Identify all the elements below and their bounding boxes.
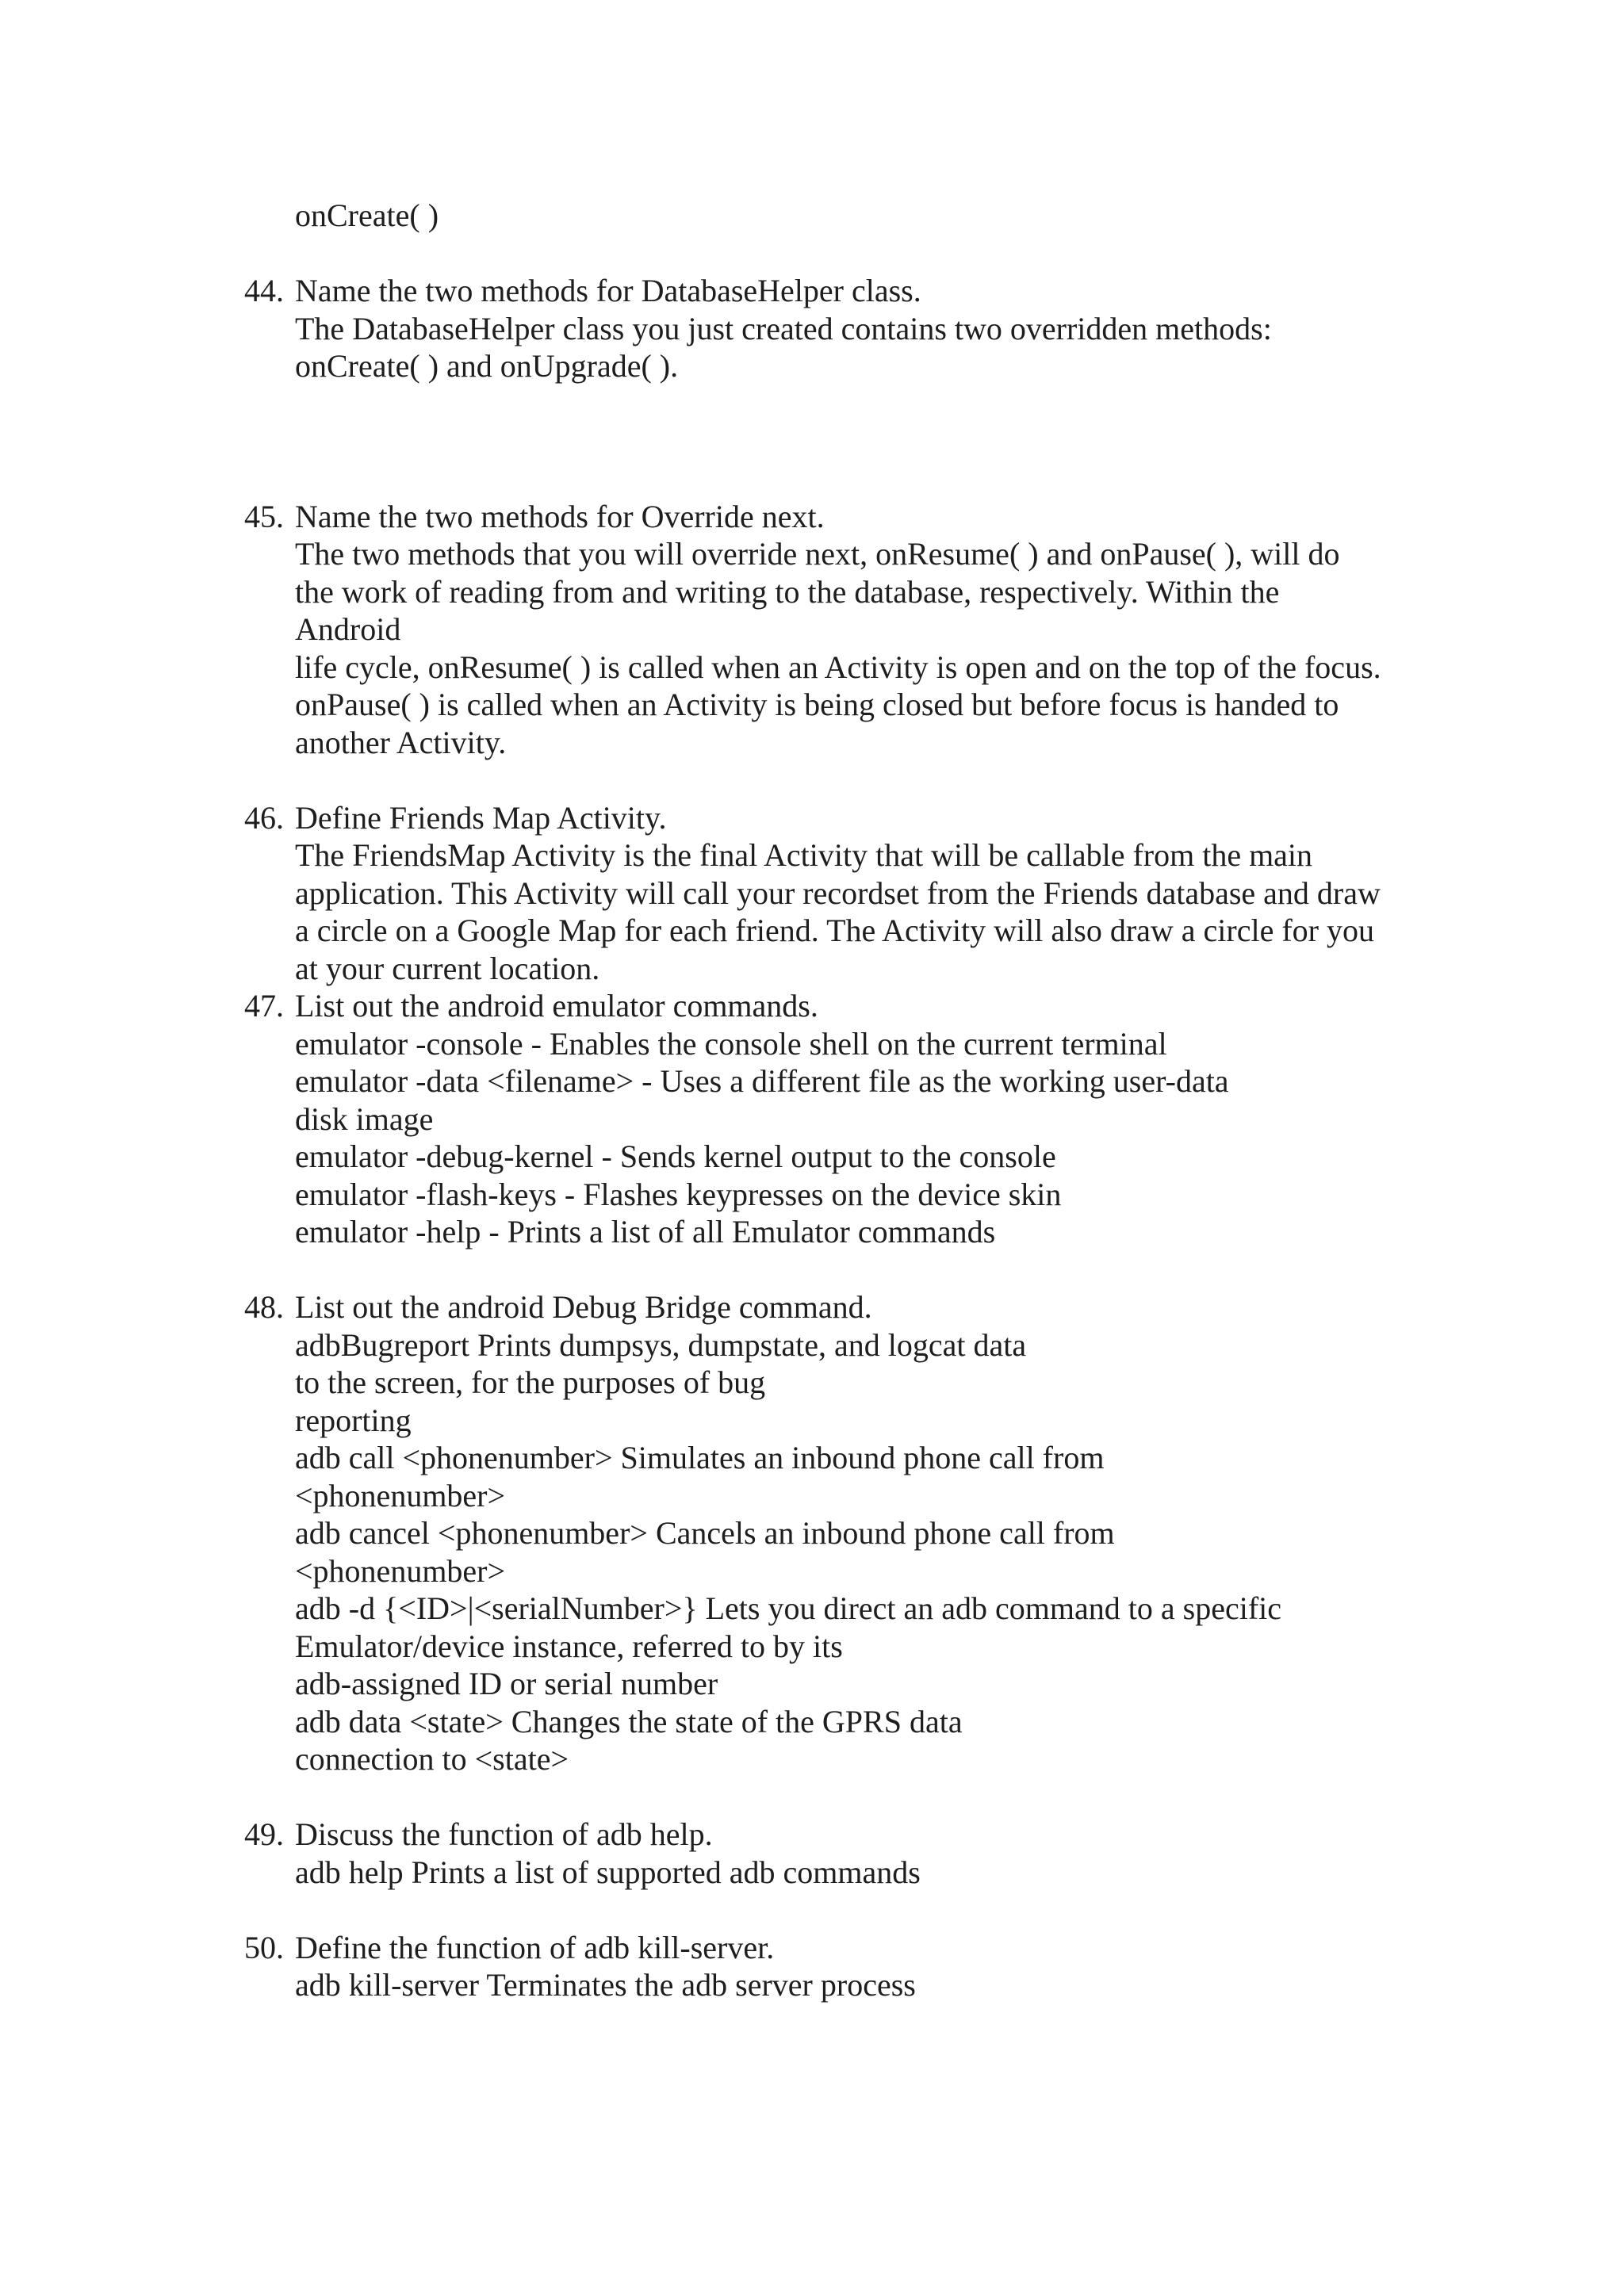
qa-item-47: [244, 987, 1513, 1251]
answer-line: reporting: [295, 1402, 412, 1438]
answer-line: life cycle, onResume( ) is called when an Activity is open and on the top of the focus.: [295, 649, 1381, 685]
answer-46: [295, 836, 1513, 987]
answer-line: The two methods that you will override next, onResume( ) and onPause( ), will do: [295, 536, 1340, 572]
question-number: 44.: [244, 273, 284, 308]
question-number: 45.: [244, 498, 284, 534]
answer-line: the work of reading from and writing to the database, respectively. Within the: [295, 573, 1280, 610]
answer-line: The DatabaseHelper class you just created contains two overridden methods:: [295, 310, 1272, 346]
answer-line: adb kill-server Terminates the adb server process: [295, 1967, 916, 2003]
answer-line: emulator -debug-kernel - Sends kernel output to the console: [295, 1138, 1056, 1174]
answer-line: emulator -flash-keys - Flashes keypresses on the device skin: [295, 1176, 1062, 1212]
question-text: Name the two methods for Override next.: [295, 498, 825, 534]
answer-line: <phonenumber>: [295, 1552, 506, 1589]
answer-line: a circle on a Google Map for each friend. The Activity will also draw a circle for you: [295, 913, 1374, 948]
question-50: [244, 1929, 1513, 1967]
answer-line: Emulator/device instance, referred to by its: [295, 1628, 843, 1664]
answer-line: Android: [295, 611, 401, 647]
question-number: 47.: [244, 988, 284, 1024]
question-44: [244, 272, 1513, 310]
answer-50: [295, 1966, 1513, 2004]
answer-line: emulator -data <filename> - Uses a different file as the working user-data: [295, 1063, 1229, 1099]
answer-line: application. This Activity will call your recordset from the Friends database and draw: [295, 874, 1381, 911]
answer-line: adb cancel <phonenumber> Cancels an inbound phone call from: [295, 1515, 1115, 1551]
question-text: Discuss the function of adb help.: [295, 1816, 713, 1852]
question-47: [244, 987, 1513, 1025]
qa-item-45: [244, 498, 1513, 762]
question-45: [244, 498, 1513, 536]
answer-line: The FriendsMap Activity is the final Activity that will be callable from the main: [295, 837, 1313, 873]
continuation-line: onCreate( ): [295, 197, 439, 233]
answer-line: adb call <phonenumber> Simulates an inbound phone call from: [295, 1440, 1105, 1475]
question-text: Name the two methods for DatabaseHelper class.: [295, 273, 921, 308]
qa-item-46: [244, 799, 1513, 988]
question-text: List out the android Debug Bridge command.: [295, 1289, 872, 1325]
answer-line: to the screen, for the purposes of bug: [295, 1364, 766, 1400]
answer-line: disk image: [295, 1100, 434, 1137]
answer-line: adbBugreport Prints dumpsys, dumpstate, and logcat data: [295, 1326, 1027, 1363]
answer-44: [295, 310, 1513, 385]
question-number: 46.: [244, 799, 284, 836]
answer-line: onCreate( ) and onUpgrade( ).: [295, 348, 679, 384]
question-number: 50.: [244, 1929, 284, 1965]
answer-line: another Activity.: [295, 724, 507, 760]
answer-line: adb help Prints a list of supported adb commands: [295, 1854, 921, 1890]
qa-item-49: [244, 1816, 1513, 1891]
qa-item-50: [244, 1929, 1513, 2004]
answer-line: emulator -console - Enables the console shell on the current terminal: [295, 1025, 1167, 1062]
answer-45: [295, 535, 1513, 761]
question-number: 48.: [244, 1289, 284, 1325]
answer-line: onPause( ) is called when an Activity is being closed but before focus is handed to: [295, 687, 1339, 722]
answer-line: <phonenumber>: [295, 1477, 506, 1513]
answer-line: adb data <state> Changes the state of the GPRS data: [295, 1703, 963, 1739]
qa-item-48: [244, 1288, 1513, 1778]
question-46: [244, 799, 1513, 837]
answer-line: at your current location.: [295, 950, 600, 986]
qa-item-44: [244, 272, 1513, 385]
question-text: Define Friends Map Activity.: [295, 799, 667, 836]
answer-48: [295, 1326, 1513, 1778]
answer-line: adb -d {<ID>|<serialNumber>} Lets you direct an adb command to a specific: [295, 1590, 1282, 1626]
answer-line: emulator -help - Prints a list of all Emulator commands: [295, 1214, 996, 1249]
answer-line: adb-assigned ID or serial number: [295, 1666, 718, 1701]
question-48: [244, 1288, 1513, 1326]
answer-line: connection to <state>: [295, 1741, 569, 1777]
question-number: 49.: [244, 1816, 284, 1852]
question-text: Define the function of adb kill-server.: [295, 1929, 775, 1965]
answer-47: [295, 1025, 1513, 1251]
question-49: [244, 1816, 1513, 1854]
answer-49: [295, 1854, 1513, 1892]
question-text: List out the android emulator commands.: [295, 988, 818, 1024]
document-body: [244, 197, 1513, 2004]
